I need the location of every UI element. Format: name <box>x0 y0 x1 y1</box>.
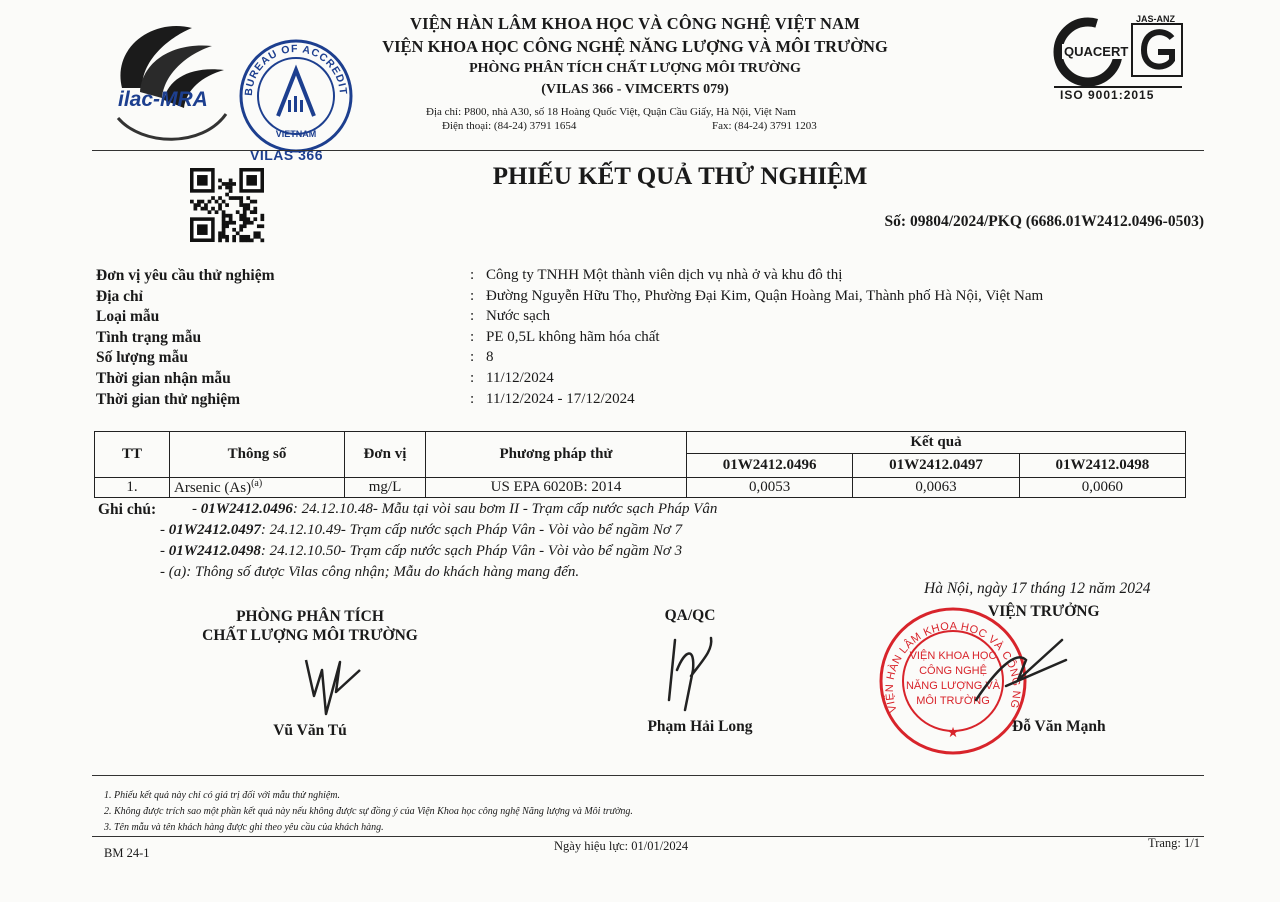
col-sample-3: 01W2412.0498 <box>1019 454 1185 478</box>
header-academy: VIỆN HÀN LÂM KHOA HỌC VÀ CÔNG NGHỆ VIỆT NAM <box>409 14 860 33</box>
qa-signature <box>655 630 725 725</box>
info-label: Đơn vị yêu cầu thử nghiệm <box>96 267 275 284</box>
param-name: Arsenic (As) <box>174 480 252 496</box>
info-colon: : <box>470 349 475 366</box>
header-divider <box>92 150 1204 151</box>
header-accreditation: (VILAS 366 - VIMCERTS 079) <box>541 82 729 97</box>
info-colon: : <box>470 328 475 345</box>
param-sup: (a) <box>251 478 263 489</box>
header-phone: Điện thoại: (84-24) 3791 1654 <box>442 120 577 132</box>
qa-title: QA/QC <box>664 607 716 624</box>
header-lab: PHÒNG PHÂN TÍCH CHẤT LƯỢNG MÔI TRƯỜNG <box>469 61 801 76</box>
col-sample-2: 01W2412.0497 <box>853 454 1019 478</box>
footer-divider <box>92 775 1204 776</box>
results-table <box>94 431 1186 498</box>
header-address: Địa chỉ: P800, nhà A30, số 18 Hoàng Quốc Việt, Quận Cầu Giấy, Hà Nội, Việt Nam <box>426 106 796 118</box>
jasanz-text: JAS-ANZ <box>1136 14 1176 24</box>
page-number: Trang: 1/1 <box>1148 836 1200 850</box>
quacert-text: QUACERT <box>1064 44 1129 59</box>
director-title: VIỆN TRƯỞNG <box>988 603 1100 620</box>
info-label: Địa chỉ <box>96 287 143 305</box>
cell-value-1: 0,0053 <box>687 478 853 498</box>
quacert-logo <box>1052 14 1187 106</box>
header-fax: Fax: (84-24) 3791 1203 <box>712 120 817 132</box>
col-param: Thông số <box>170 432 345 478</box>
bureau-country-text: VIETNAM <box>275 129 317 139</box>
cell-param <box>170 478 345 498</box>
footnote-3: 3. Tên mẫu và tên khách hàng được ghi theo yêu cầu của khách hàng. <box>104 822 384 833</box>
note-4: - (a): Thông số được Vilas công nhận; Mẫu do khách hàng mang đến. <box>160 564 580 580</box>
vilas-label: VILAS 366 <box>250 147 323 163</box>
col-method: Phương pháp thử <box>426 432 687 478</box>
notes-label: Ghi chú: <box>98 501 157 518</box>
document-title: PHIẾU KẾT QUẢ THỬ NGHIỆM <box>492 163 868 190</box>
ilac-mra-text: ilac-MRA <box>118 88 208 111</box>
info-value: PE 0,5L không hãm hóa chất <box>486 328 660 345</box>
lab-signer-title-2: CHẤT LƯỢNG MÔI TRƯỜNG <box>202 627 418 644</box>
stamp-line-4: MÔI TRƯỜNG <box>916 695 990 707</box>
ilac-mra-logo <box>112 18 230 146</box>
footer-divider-2 <box>92 836 1204 837</box>
header-institute: VIỆN KHOA HỌC CÔNG NGHỆ NĂNG LƯỢNG VÀ MÔI TRƯỜNG <box>382 37 888 56</box>
note-2: - 01W2412.0497: 24.12.10.49- Trạm cấp nước sạch Pháp Vân - Vòi vào bể ngầm Nơ 7 <box>160 522 683 538</box>
table-row <box>95 478 1186 498</box>
footnote-1: 1. Phiếu kết quả này chỉ có giá trị đối với mẫu thử nghiệm. <box>104 790 341 801</box>
cell-method: US EPA 6020B: 2014 <box>426 478 687 498</box>
lab-signature <box>300 640 370 725</box>
stamp-star: ★ <box>946 726 960 741</box>
info-value: 8 <box>486 349 494 366</box>
qa-name: Phạm Hải Long <box>647 718 753 735</box>
info-value: Công ty TNHH Một thành viên dịch vụ nhà ở và khu đô thị <box>486 267 843 283</box>
note-3: - 01W2412.0498: 24.12.10.50- Trạm cấp nước sạch Pháp Vân - Vòi vào bể ngầm Nơ 3 <box>160 543 683 559</box>
info-label: Thời gian thử nghiệm <box>96 390 241 408</box>
bureau-ring-text: BUREAU OF ACCREDITATION <box>233 29 350 97</box>
info-label: Thời gian nhận mẫu <box>96 370 231 387</box>
info-value: 11/12/2024 <box>486 370 554 386</box>
col-result: Kết quả <box>687 432 1186 454</box>
info-value: Nước sạch <box>486 308 550 325</box>
col-tt: TT <box>95 432 170 478</box>
signing-date: Hà Nội, ngày 17 tháng 12 năm 2024 <box>924 580 1151 597</box>
document-number: Số: 09804/2024/PKQ (6686.01W2412.0496-0503) <box>884 213 1204 230</box>
stamp-line-3: NĂNG LƯỢNG VÀ <box>905 680 1000 692</box>
info-colon: : <box>470 308 475 325</box>
info-colon: : <box>470 390 475 407</box>
cell-value-2: 0,0063 <box>853 478 1019 498</box>
note-1: - 01W2412.0496: 24.12.10.48- Mẫu tại vòi sau bơm II - Trạm cấp nước sạch Pháp Vân <box>192 501 718 517</box>
info-colon: : <box>470 267 475 283</box>
info-label: Số lượng mẫu <box>96 349 188 367</box>
cell-value-3: 0,0060 <box>1019 478 1185 498</box>
stamp-ring-text: VIỆN HÀN LÂM KHOA HỌC VÀ CÔNG NGHỆ VIỆT NAM <box>873 597 1023 714</box>
info-value: Đường Nguyễn Hữu Thọ, Phường Đại Kim, Quận Hoàng Mai, Thành phố Hà Nội, Việt Nam <box>486 287 1044 304</box>
col-sample-1: 01W2412.0496 <box>687 454 853 478</box>
stamp-line-2: CÔNG NGHỆ <box>919 665 987 677</box>
iso-text: ISO 9001:2015 <box>1060 88 1155 102</box>
info-colon: : <box>470 287 475 304</box>
cell-tt: 1. <box>95 478 170 498</box>
footnote-2: 2. Không được trích sao một phần kết quả này nếu không được sự đồng ý của Viện Khoa học công nghệ Năng lượng và Môi trường. <box>104 806 633 817</box>
info-colon: : <box>470 370 475 386</box>
col-unit: Đơn vị <box>345 432 426 478</box>
effective-date: Ngày hiệu lực: 01/01/2024 <box>554 839 689 853</box>
lab-signer-title-1: PHÒNG PHÂN TÍCH <box>236 608 384 625</box>
stamp-line-1: VIỆN KHOA HỌC <box>909 650 997 662</box>
director-signature <box>966 630 1076 715</box>
cell-unit: mg/L <box>345 478 426 498</box>
info-value: 11/12/2024 - 17/12/2024 <box>486 390 635 407</box>
info-label: Loại mẫu <box>96 308 160 326</box>
qr-code <box>190 168 264 242</box>
info-label: Tình trạng mẫu <box>96 328 202 346</box>
form-code: BM 24-1 <box>104 846 150 860</box>
lab-signer-name: Vũ Văn Tú <box>273 722 347 739</box>
director-name: Đỗ Văn Mạnh <box>1012 718 1106 735</box>
